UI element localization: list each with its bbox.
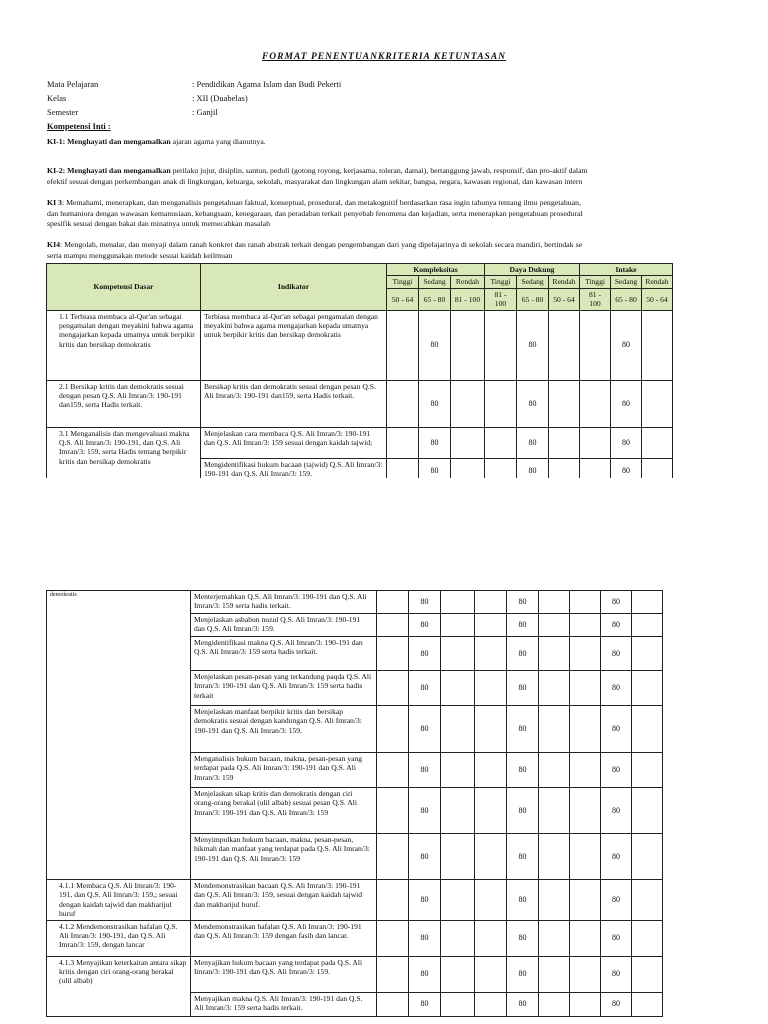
value-cell: 80 bbox=[409, 992, 441, 1016]
value-cell: 80 bbox=[611, 427, 642, 458]
value-cell: 80 bbox=[409, 753, 441, 788]
header-sedang: Sedang bbox=[419, 276, 451, 288]
header-range: 65 - 80 bbox=[611, 288, 642, 310]
header-rendah: Rendah bbox=[642, 276, 673, 288]
value-cell: 80 bbox=[601, 706, 632, 753]
indikator-cell: Menjelaskan cara membaca Q.S. Ali Imran/3: 190-191 dan Q.S. Ali Imran/3: 159 sesuai dengan kaidah tajwid; bbox=[201, 427, 387, 458]
table-row bbox=[47, 380, 673, 427]
indikator-cell: Mengidentifikasi makna Q.S. Ali Imran/3: 190-191 dan Q.S. Ali Imran/3: 159 serta hadis terkait. bbox=[191, 637, 377, 671]
kd-cell-continued: demokratis bbox=[47, 591, 191, 880]
value-cell: 80 bbox=[507, 834, 539, 880]
ki-code: KI4 bbox=[47, 240, 60, 249]
header-daya-dukung: Daya Dukung bbox=[485, 264, 580, 276]
document-title: FORMAT PENENTUANKRITERIA KETUNTASAN bbox=[261, 52, 507, 62]
indikator-cell: Menyimpulkan hukum bacaan, makna, pesan-pesan, hikmah dan manfaat yang terdapat pada Q.S. Ali Imran/3: 190-191 dan Q.S. Ali Imran/3: 159 bbox=[191, 834, 377, 880]
value-cell: 80 bbox=[409, 706, 441, 753]
value-cell: 80 bbox=[611, 458, 642, 484]
value-cell: 80 bbox=[601, 956, 632, 992]
ki-text-line2: efektif sesuai dengan perkembangan anak di lingkungan, keluarga, sekolah, masyarakat dan lingkungan alam sekitar, bangsa, negara, kawasan regional, dan kawasan intern bbox=[47, 176, 583, 186]
value-cell: 80 bbox=[409, 671, 441, 706]
value-cell: 80 bbox=[507, 671, 539, 706]
header-range: 50 - 64 bbox=[387, 288, 419, 310]
meta-value: : Pendidikan Agama Islam dan Budi Pekerti bbox=[192, 79, 342, 89]
value-cell: 80 bbox=[409, 834, 441, 880]
ki-text-line3: spesifik sesuai dengan bakat dan minatnya untuk memecahkan masalah bbox=[47, 219, 271, 228]
meta-value: : XII (Duabelas) bbox=[192, 93, 248, 103]
page-break-gap bbox=[0, 478, 768, 590]
value-cell: 80 bbox=[507, 956, 539, 992]
header-intake: Intake bbox=[580, 264, 673, 276]
header-range: 65 - 80 bbox=[419, 288, 451, 310]
value-cell: 80 bbox=[507, 614, 539, 637]
value-cell: 80 bbox=[601, 591, 632, 614]
header-range: 65 - 80 bbox=[517, 288, 549, 310]
value-cell: 80 bbox=[601, 920, 632, 956]
criteria-table-top bbox=[46, 263, 673, 485]
value-cell: 80 bbox=[409, 591, 441, 614]
value-cell: 80 bbox=[507, 880, 539, 921]
ki-text-line2: serta mampu menggunakan metode sesuai kaidah keilmuan bbox=[47, 250, 233, 260]
table-row bbox=[47, 591, 663, 614]
value-cell: 80 bbox=[601, 880, 632, 921]
header-tinggi: Tinggi bbox=[580, 276, 611, 288]
meta-kelas bbox=[47, 92, 248, 104]
value-cell: 80 bbox=[507, 920, 539, 956]
ki-1 bbox=[47, 137, 727, 148]
ki-text: : Memahami, menerapkan, dan menganalisis pengetahuan faktual, konseptual, prosedural, dan metakognitif berdasarkan rasa ingin tahunya tentang ilmu pengetahuan, bbox=[61, 198, 581, 207]
ki-code: KI 3 bbox=[47, 198, 62, 207]
indikator-cell: Menjelaskan asbabun nuzul Q.S. Ali Imran/3: 190-191 dan Q.S. Ali Imran/3: 159. bbox=[191, 614, 377, 637]
value-cell: 80 bbox=[507, 637, 539, 671]
header-indikator: Indikator bbox=[201, 264, 387, 311]
ki-code: KI-2: Menghayati dan mengamalkan bbox=[47, 166, 171, 175]
table-row bbox=[47, 920, 663, 956]
value-cell: 80 bbox=[517, 427, 549, 458]
indikator-cell: Menjelaskan sikap kritis dan demokratis dengan ciri orang-orang berakal (ulil albab) sesuai pesan Q.S. Ali Imran/3: 190-191 dan Q.S. Ali Imran/3: 159 bbox=[191, 788, 377, 834]
indikator-cell: Menyajikan hukum bacaan yang terdapat pada Q.S. Ali Imran/3: 190-191 dan Q.S. Ali Imran/3: 159. bbox=[191, 956, 377, 992]
value-cell: 80 bbox=[507, 753, 539, 788]
indikator-cell: Bersikap kritis dan demokratis sesuai dengan pesan Q.S. Ali Imran/3: 190-191 dan159, serta Hadis terkait. bbox=[201, 380, 387, 427]
value-cell: 80 bbox=[611, 380, 642, 427]
ki-text: perilaku jujur, disiplin, santun, peduli (gotong royong, kerjasama, toleran, damai), bertanggung jawab, responsif, dan pro-aktif dalam bbox=[170, 166, 588, 175]
indikator-cell: Mengidentifikasi hukum bacaan (tajwid) Q.S. Ali Imran/3: 190-191 dan Q.S. Ali Imran/3: 159. bbox=[201, 458, 387, 484]
ki-code: KI-1: Menghayati dan mengamalkan bbox=[47, 137, 171, 146]
kd-cell: 2.1 Bersikap kritis dan demokratis sesuai dengan pesan Q.S. Ali Imran/3: 190-191 dan159, serta Hadis terkait. bbox=[47, 380, 201, 427]
meta-label: Semester bbox=[47, 107, 79, 117]
ki-text: ajaran agama yang dianutnya. bbox=[170, 137, 266, 146]
header-range: 81 - 100 bbox=[580, 288, 611, 310]
value-cell: 80 bbox=[507, 706, 539, 753]
value-cell: 80 bbox=[419, 427, 451, 458]
value-cell: 80 bbox=[409, 788, 441, 834]
table-row bbox=[47, 427, 673, 458]
header-sedang: Sedang bbox=[517, 276, 549, 288]
header-sedang: Sedang bbox=[611, 276, 642, 288]
value-cell: 80 bbox=[507, 992, 539, 1016]
value-cell: 80 bbox=[409, 956, 441, 992]
value-cell: 80 bbox=[419, 380, 451, 427]
value-cell: 80 bbox=[409, 637, 441, 671]
meta-label: Kelas bbox=[47, 93, 67, 103]
value-cell: 80 bbox=[601, 753, 632, 788]
value-cell: 80 bbox=[409, 920, 441, 956]
indikator-cell: Menyajikan makna Q.S. Ali Imran/3: 190-191 dan Q.S. Ali Imran/3: 159 serta hadis terkait. bbox=[191, 992, 377, 1016]
ki-4 bbox=[47, 240, 727, 261]
table-row bbox=[47, 880, 663, 921]
table-row bbox=[47, 310, 673, 380]
value-cell: 80 bbox=[601, 834, 632, 880]
meta-value: : Ganjil bbox=[192, 107, 218, 117]
header-range: 81 - 100 bbox=[485, 288, 517, 310]
kd-cell: 3.1 Menganalisis dan mengevaluasi makna Q.S. Ali Imran/3: 190-191, dan Q.S. Ali Imran/3: 159, serta Hadis tentang berpikir kritis dan bersikap demokratis bbox=[47, 427, 201, 484]
indikator-cell: Terbiasa membaca al-Qur'an sebagai pengamalan dengan meyakini bahwa agama mengajarkan kepada umatnya untuk berpikir kritis dan bersikap demokratis bbox=[201, 310, 387, 380]
criteria-table-bottom bbox=[46, 590, 663, 1017]
meta-label: Mata Pelajaran bbox=[47, 79, 99, 89]
table-row bbox=[47, 956, 663, 992]
header-range: 81 - 100 bbox=[451, 288, 485, 310]
meta-semester bbox=[47, 106, 218, 118]
value-cell: 80 bbox=[517, 458, 549, 484]
value-cell: 80 bbox=[507, 591, 539, 614]
indikator-cell: Mendemonstrasikan bacaan Q.S. Ali Imran/3: 190-191 dan Q.S. Ali Imran/3: 159, sesuai dengan kaidah tajwid dan makharijul huruf. bbox=[191, 880, 377, 921]
header-rendah: Rendah bbox=[549, 276, 580, 288]
header-rendah: Rendah bbox=[451, 276, 485, 288]
ki-text: : Mengolah, menalar, dan menyaji dalam ranah konkret dan ranah abstrak terkait dengan pengembangan dari yang dipelajarinya di sekolah secara mandiri, bertindak se bbox=[60, 240, 583, 249]
value-cell: 80 bbox=[601, 614, 632, 637]
header-kompleksitas: Kompleksitas bbox=[387, 264, 485, 276]
value-cell: 80 bbox=[601, 671, 632, 706]
indikator-cell: Mendemonstrasikan hafalan Q.S. Ali Imran/3: 190-191 dan Q.S. Ali Imran/3: 159 dengan fasih dan lancar. bbox=[191, 920, 377, 956]
kd-cell: 1.1 Terbiasa membaca al-Qur'an sebagai pengamalan dengan meyakini bahwa agama mengajarkan kepada umatnya untuk berpikir kritis dan bersikap demokratis bbox=[47, 310, 201, 380]
header-kompetensi-dasar: Kompetensi Dasar bbox=[47, 264, 201, 311]
ki-text-line2: dan humaniora dengan wawasan kemanusiaan, kebangsaan, kenegaraan, dan peradaban terkait penyebab fenomena dan kejadian, serta menerapkan pengetahuan prosedural bbox=[47, 208, 583, 218]
ki-heading: Kompetensi Inti : bbox=[47, 121, 111, 131]
value-cell: 80 bbox=[611, 310, 642, 380]
header-tinggi: Tinggi bbox=[485, 276, 517, 288]
value-cell: 80 bbox=[601, 992, 632, 1016]
value-cell: 80 bbox=[517, 310, 549, 380]
indikator-cell: Menjelaskan manfaat berpikir kritis dan bersikap demokratis sesuai dengan kandungan Q.S. Ali Imran/3: 190-191 dan Q.S. Ali Imran/3: 159. bbox=[191, 706, 377, 753]
kd-cell: 4.1.2 Mendemonstrasikan hafalan Q.S. Ali Imran/3: 190-191, dan Q.S. Ali Imran/3: 159, dengan lancar bbox=[47, 920, 191, 956]
meta-mata-pelajaran bbox=[47, 78, 341, 90]
header-range: 50 - 64 bbox=[549, 288, 580, 310]
value-cell: 80 bbox=[601, 788, 632, 834]
ki-2 bbox=[47, 166, 727, 187]
indikator-cell: Menganalisis hukum bacaan, makna, pesan-pesan yang terdapat pada Q.S. Ali Imran/3: 190-191 dan Q.S. Ali Imran/3: 159 bbox=[191, 753, 377, 788]
value-cell: 80 bbox=[507, 788, 539, 834]
header-range: 50 - 64 bbox=[642, 288, 673, 310]
value-cell: 80 bbox=[419, 310, 451, 380]
kd-cell: 4.1.3 Menyajikan keterkaitan antara sikap kritis dengan ciri orang-orang berakal (ulil albab) bbox=[47, 956, 191, 1016]
kd-cell: 4.1.1 Membaca Q.S. Ali Imran/3: 190-191, dan Q.S. Ali Imran/3: 159,; sesuai dengan kaidah tajwid dan makharijul huruf bbox=[47, 880, 191, 921]
value-cell: 80 bbox=[409, 880, 441, 921]
value-cell: 80 bbox=[601, 637, 632, 671]
value-cell: 80 bbox=[409, 614, 441, 637]
header-tinggi: Tinggi bbox=[387, 276, 419, 288]
indikator-cell: Menterjemahkan Q.S. Ali Imran/3: 190-191 dan Q.S. Ali Imran/3: 159 serta hadis terkait. bbox=[191, 591, 377, 614]
value-cell: 80 bbox=[517, 380, 549, 427]
ki-3 bbox=[47, 198, 727, 230]
value-cell: 80 bbox=[419, 458, 451, 484]
indikator-cell: Menjelaskan pesan-pesan yang terkandung paqda Q.S. Ali Imran/3: 190-191 dan Q.S. Ali Imran/3: 159 serta hadis terkait bbox=[191, 671, 377, 706]
